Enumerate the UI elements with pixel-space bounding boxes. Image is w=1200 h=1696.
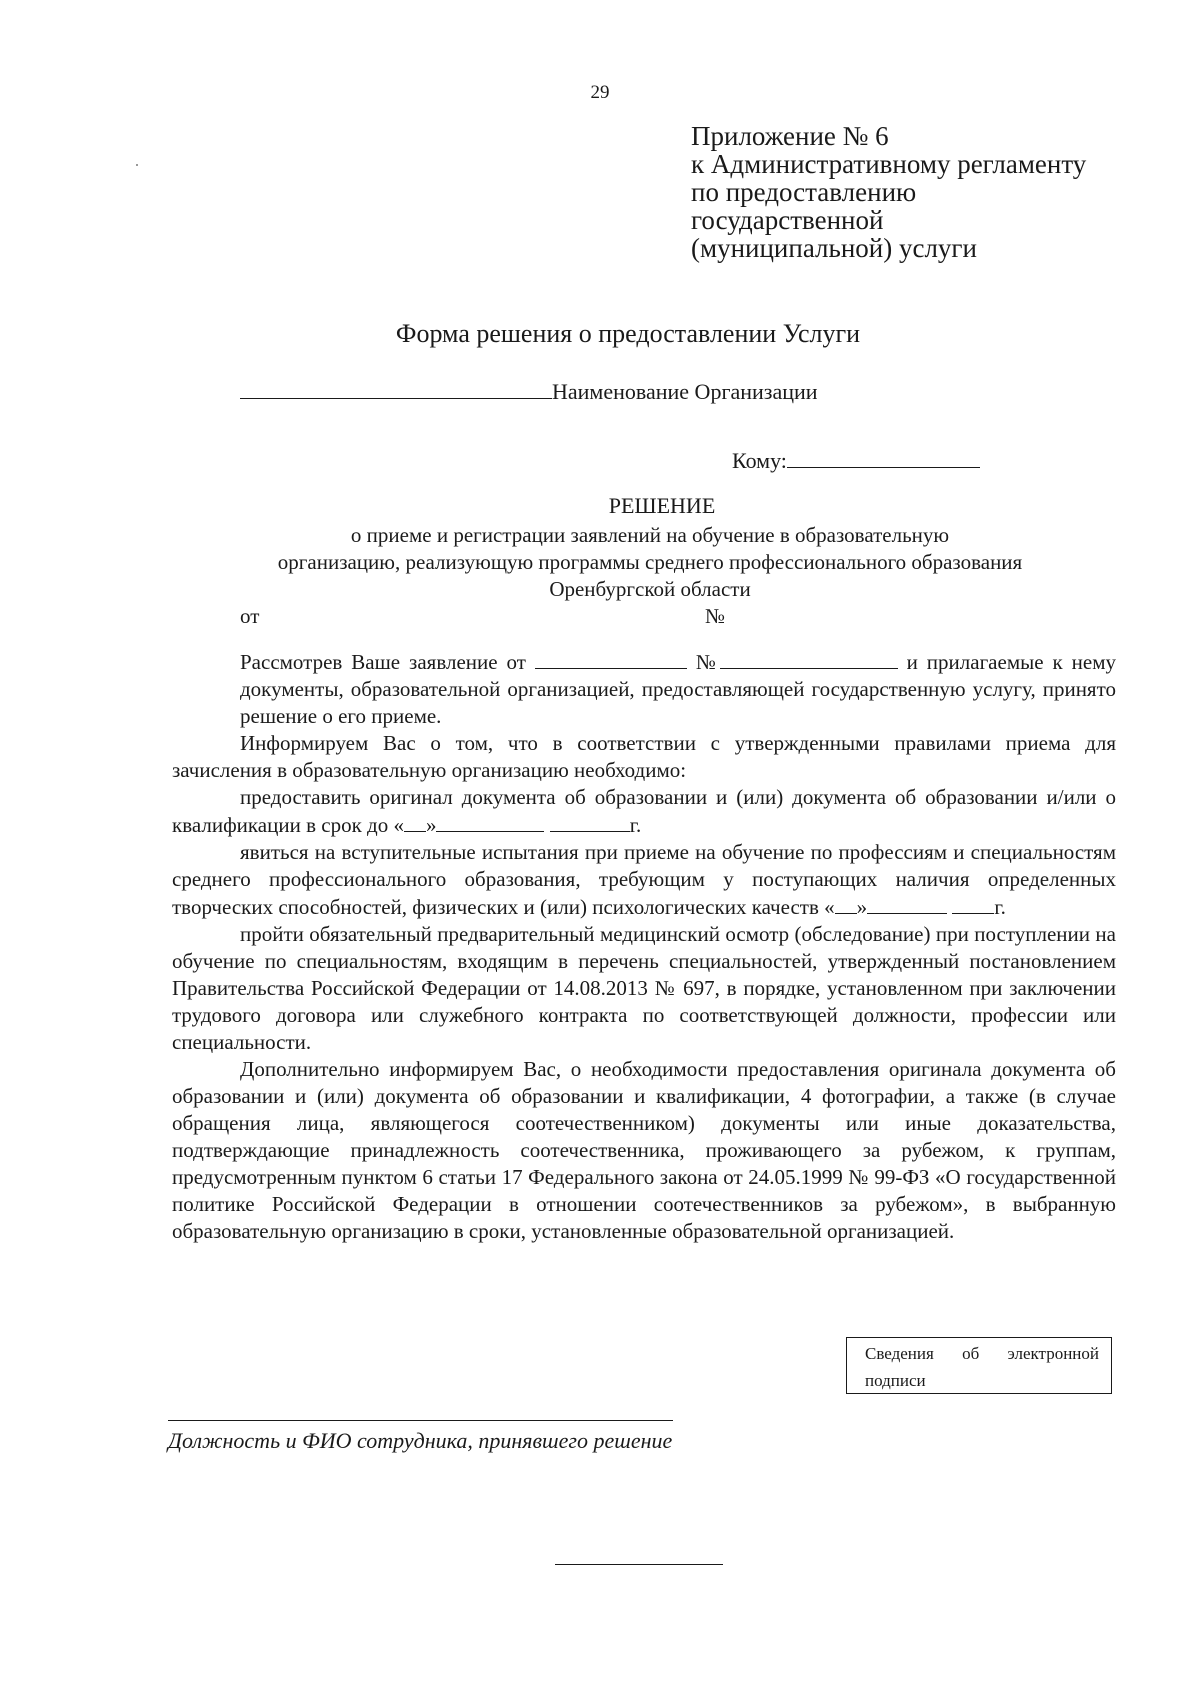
paragraph-application bbox=[172, 648, 1116, 730]
deadline-month-blank[interactable] bbox=[436, 811, 544, 832]
organization-label: Наименование Организации bbox=[552, 379, 818, 404]
appendix-line: к Административному регламенту bbox=[691, 149, 1087, 179]
decision-subtitle bbox=[200, 522, 1100, 603]
organization-line bbox=[240, 378, 818, 405]
quote-close: » bbox=[425, 813, 437, 837]
quote-close: » bbox=[856, 895, 868, 919]
subtitle-line: организацию, реализующую программы среднего профессионального образования bbox=[277, 550, 1023, 574]
paragraph-entrance-exams bbox=[172, 839, 1116, 921]
deadline-year-blank[interactable] bbox=[550, 811, 630, 832]
scan-speck bbox=[136, 164, 138, 166]
page-number: 29 bbox=[590, 82, 610, 103]
application-number-blank[interactable] bbox=[720, 648, 898, 669]
year-suffix: г. bbox=[629, 813, 642, 837]
appendix-line: (муниципальной) услуги bbox=[691, 233, 977, 263]
form-title: Форма решения о предоставлении Услуги bbox=[395, 319, 861, 348]
recipient-blank[interactable] bbox=[787, 447, 980, 468]
decision-title: РЕШЕНИЕ bbox=[608, 493, 716, 518]
entrance-exams-text: явиться на вступительные испытания при приеме на обучение по профессиям и специальностям среднего профессионального образования, требующим у поступающих наличия определенных творческих способностей, физических и (или) психологических качеств « bbox=[172, 840, 1116, 919]
recipient-label: Кому: bbox=[732, 448, 787, 473]
appendix-header bbox=[691, 122, 1086, 262]
document-deadline-text: предоставить оригинал документа об образовании и (или) документа об образовании и/или о квалификации в срок до « bbox=[172, 785, 1116, 837]
application-number-label: № bbox=[695, 650, 720, 674]
decision-date-label: от bbox=[240, 604, 260, 628]
bottom-separator bbox=[555, 1564, 723, 1565]
application-label: Рассмотрев Ваше заявление от bbox=[240, 650, 526, 674]
appendix-line: Приложение № 6 bbox=[691, 121, 889, 151]
paragraph-info: Информируем Вас о том, что в соответствии с утвержденными правилами приема для зачисления в образовательную организацию необходимо: bbox=[172, 731, 1116, 782]
organization-blank[interactable] bbox=[240, 378, 552, 399]
signature-caption: Должность и ФИО сотрудника, принявшего решение bbox=[168, 1428, 673, 1453]
exam-year-blank[interactable] bbox=[952, 893, 994, 914]
application-text: и прилагаемые к нему документы, образовательной организацией, предоставляющей государственную услугу, принято решение о его приеме. bbox=[240, 650, 1117, 728]
signature-line bbox=[168, 1420, 673, 1421]
exam-month-blank[interactable] bbox=[867, 893, 947, 914]
decision-number-label: № bbox=[705, 604, 726, 628]
recipient-line bbox=[732, 447, 980, 474]
appendix-line: государственной bbox=[691, 205, 884, 235]
deadline-day-blank[interactable] bbox=[404, 811, 426, 832]
subtitle-line: о приеме и регистрации заявлений на обучение в образовательную bbox=[350, 523, 950, 547]
decision-body bbox=[172, 648, 1116, 1245]
paragraph-additional-info: Дополнительно информируем Вас, о необходимости предоставления оригинала документа об образовании и (или) документа об образовании и квалификации, 4 фотографии, а также (в случае обращения лица, являющегося соотечественником) документы или иные доказательства, подтверждающие принадлежность соотечественника, проживающего за рубежом, к группам, предусмотренным пунктом 6 статьи 17 Федерального закона от 24.05.1999 № 99-ФЗ «О государственной политике Российской Федерации в отношении соотечественников за рубежом», в выбранную образовательную организацию в сроки, установленные образовательной организацией. bbox=[172, 1057, 1116, 1243]
exam-day-blank[interactable] bbox=[835, 893, 857, 914]
electronic-signature-box: Сведения об электронной подписи bbox=[846, 1337, 1112, 1394]
paragraph-medical-exam: пройти обязательный предварительный медицинский осмотр (обследование) при поступлении на обучение по специальностям, входящим в перечень специальностей, утвержденный постановлением Правительства Российской Федерации от 14.08.2013 № 697, в порядке, установленном при заключении трудового договора или служебного контракта по соответствующей должности, профессии или специальности. bbox=[172, 922, 1116, 1054]
paragraph-document-deadline bbox=[172, 784, 1116, 839]
appendix-line: по предоставлению bbox=[691, 177, 917, 207]
subtitle-line: Оренбургской области bbox=[549, 577, 751, 601]
application-date-blank[interactable] bbox=[535, 648, 687, 669]
year-suffix: г. bbox=[994, 895, 1006, 919]
